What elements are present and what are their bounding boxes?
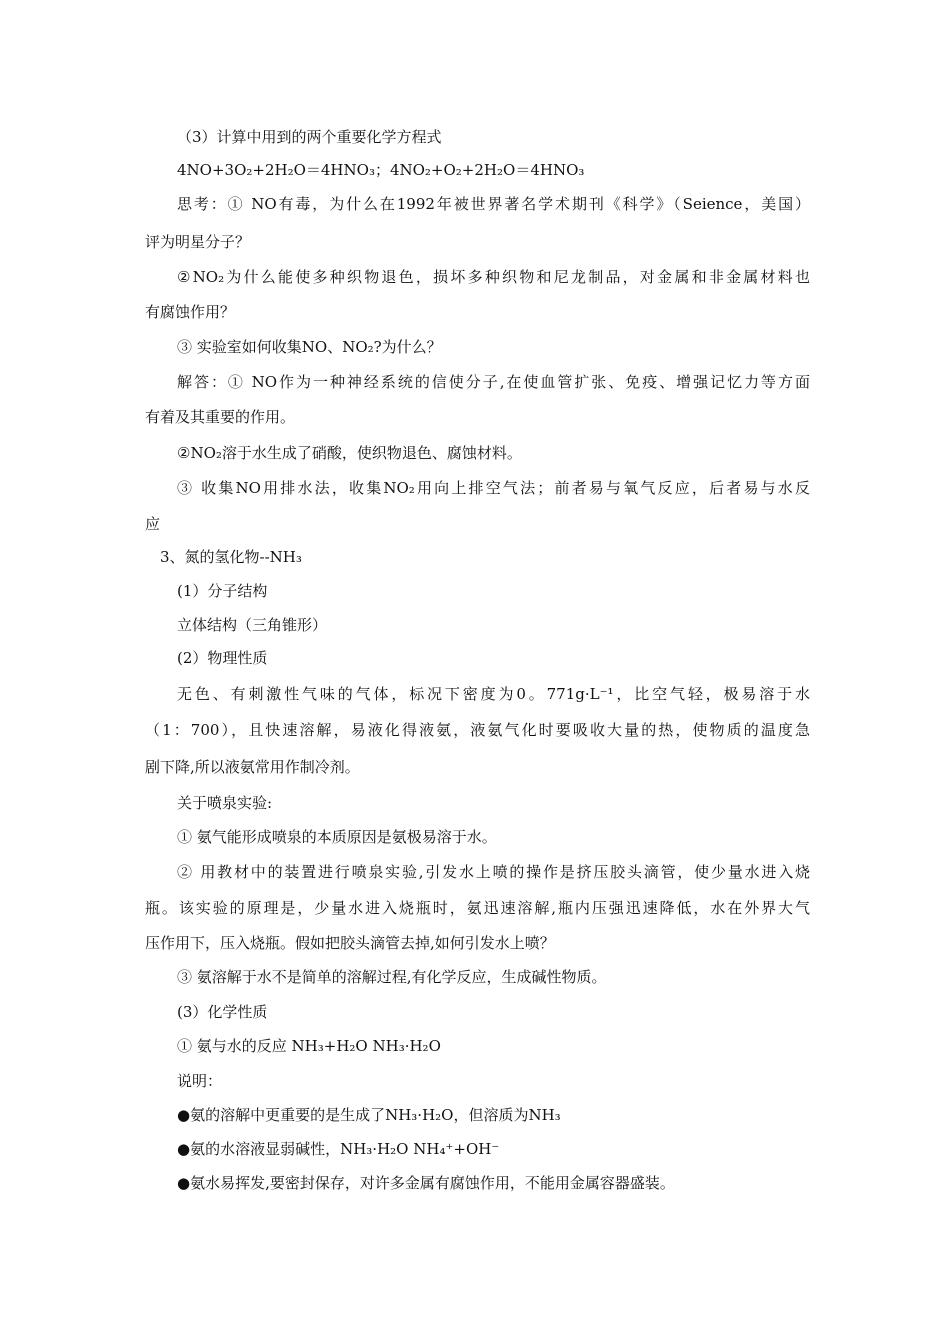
note-bullet-2: ●氨的水溶液显弱碱性，NH₃·H₂O NH₄⁺+OH⁻	[177, 1140, 500, 1158]
sub-heading-chemical-properties: (3）化学性质	[177, 1003, 268, 1021]
fountain-experiment-heading: 关于喷泉实验:	[177, 794, 273, 812]
section-3-title: 3、氮的氢化物--NH₃	[160, 548, 302, 566]
think-question-3: ③ 实验室如何收集NO、NO₂?为什么？	[177, 338, 442, 356]
physical-properties-line-3: 剧下降,所以液氨常用作制冷剂。	[145, 758, 360, 776]
fountain-point-3: ③ 氨溶解于水不是简单的溶解过程,有化学反应，生成碱性物质。	[177, 968, 607, 986]
think-question-1-cont: 评为明星分子？	[145, 233, 251, 251]
answer-3-cont: 应	[145, 515, 161, 533]
physical-properties-line-2: （1：700），且快速溶解，易液化得液氨，液氨气化时要吸收大量的热，使物质的温度急	[145, 721, 810, 739]
think-question-2-cont: 有腐蚀作用？	[145, 303, 236, 321]
fountain-point-1: ① 氨气能形成喷泉的本质原因是氨极易溶于水。	[177, 828, 497, 846]
sub-heading-physical-properties: (2）物理性质	[177, 649, 268, 667]
physical-properties-line-1: 无色、有刺激性气味的气体，标况下密度为0。771g·L⁻¹，比空气轻，极易溶于水	[177, 685, 810, 703]
equation-line: 4NO+3O₂+2H₂O＝4HNO₃；4NO₂+O₂+2H₂O＝4HNO₃	[177, 161, 585, 179]
note-bullet-1: ●氨的溶解中更重要的是生成了NH₃·H₂O，但溶质为NH₃	[177, 1106, 561, 1124]
think-question-2: ②NO₂为什么能使多种织物退色，损坏多种织物和尼龙制品，对金属和非金属材料也	[177, 268, 810, 286]
answer-2: ②NO₂溶于水生成了硝酸，使织物退色、腐蚀材料。	[177, 444, 522, 462]
fountain-point-2: ② 用教材中的装置进行喷泉实验,引发水上喷的操作是挤压胶头滴管，使少量水进入烧	[177, 863, 810, 881]
note-bullet-3: ●氨水易挥发,要密封保存，对许多金属有腐蚀作用，不能用金属容器盛装。	[177, 1174, 675, 1192]
sub-heading-molecular-structure: (1）分子结构	[177, 582, 268, 600]
notes-heading: 说明：	[177, 1072, 223, 1090]
answer-3: ③ 收集NO用排水法，收集NO₂用向上排空气法；前者易与氧气反应，后者易与水反	[177, 479, 810, 497]
molecular-structure-text: 立体结构（三角锥形）	[177, 616, 328, 634]
fountain-point-2-cont-1: 瓶。该实验的原理是，少量水进入烧瓶时，氨迅速溶解,瓶内压强迅速降低，水在外界大气	[145, 899, 810, 917]
answer-1-cont: 有着及其重要的作用。	[145, 408, 296, 426]
answer-1: 解答：① NO作为一种神经系统的信使分子,在使血管扩张、免疫、增强记忆力等方面	[177, 373, 810, 391]
fountain-point-2-cont-2: 压作用下，压入烧瓶。假如把胶头滴管去掉,如何引发水上喷？	[145, 934, 555, 952]
ammonia-water-reaction: ① 氨与水的反应 NH₃+H₂O NH₃·H₂O	[177, 1037, 441, 1055]
think-question-1: 思考：① NO有毒，为什么在1992年被世界著名学术期刊《科学》（Seience，美国）	[177, 195, 810, 213]
item-3-heading: （3）计算中用到的两个重要化学方程式	[177, 128, 442, 146]
